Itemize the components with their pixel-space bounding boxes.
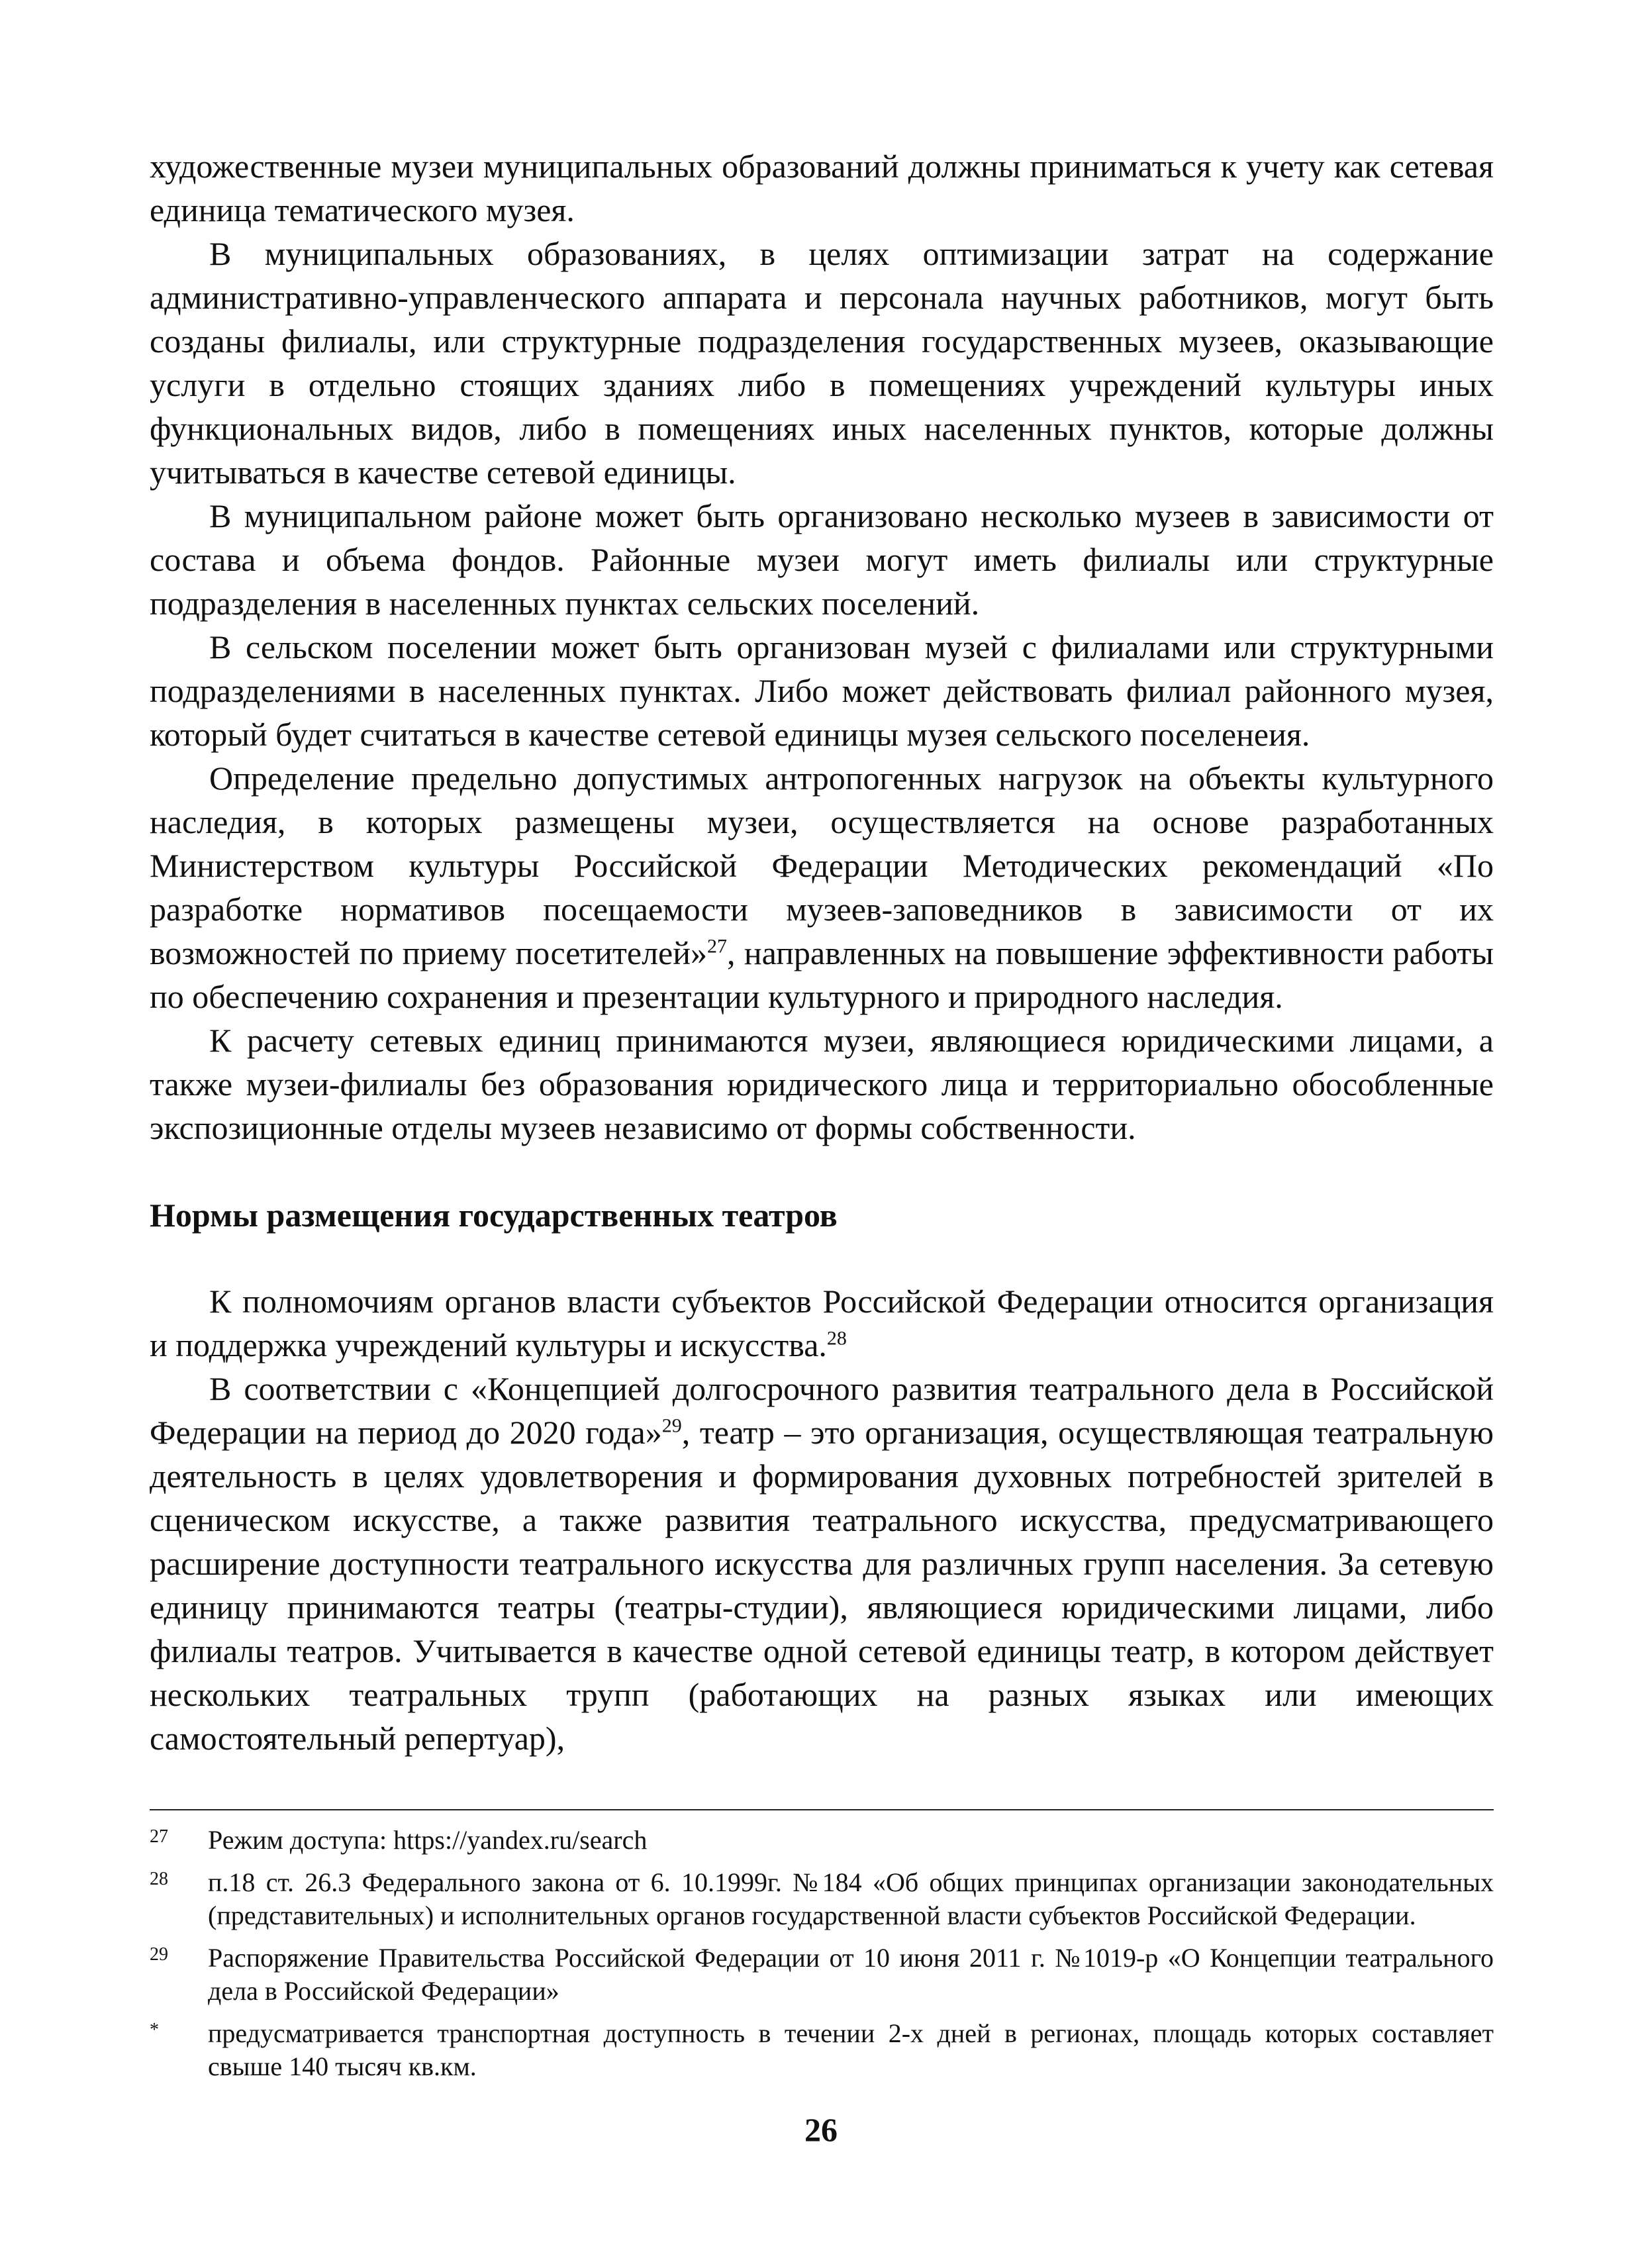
footnote-29 [150, 1942, 1494, 2008]
footnote-ref-27[interactable]: 27 [707, 935, 727, 958]
footnote-number: 28 [150, 1869, 168, 1889]
paragraph-4: В сельском поселении может быть организован музей с филиалами или структурными подразделениями в населенных пунктах. Либо может действовать филиал районного музея, который будет считаться в качестве сетевой единицы музея сельского поселенеия. [150, 628, 1494, 753]
paragraph-8 [150, 1367, 1494, 1760]
paragraph-6: К расчету сетевых единиц принимаются музеи, являющиеся юридическими лицами, а также музеи-филиалы без образования юридического лица и территориально обособленные экспозиционные отделы музеев независимо от формы собственности. [150, 1022, 1494, 1146]
paragraph-5-text-a: Определение предельно допустимых антропогенных нагрузок на объекты культурного наследия, в которых размещены музеи, осуществляется на основе разработанных Министерством культуры Российской Федерации Методических рекомендаций «По разработке нормативов посещаемости музеев-заповедников в зависимости от их возможностей по приему посетителей» [150, 760, 1494, 971]
footnote-ref-28[interactable]: 28 [826, 1327, 847, 1350]
paragraph-7-text: К полномочиям органов власти субъектов Российской Федерации относится организация и поддержка учреждений культуры и искусства. [150, 1283, 1494, 1363]
footnote-28 [150, 1866, 1494, 1932]
paragraph-2: В муниципальных образованиях, в целях оптимизации затрат на содержание административно-управленческого аппарата и персонала научных работников, могут быть созданы филиалы, или структурные подразделения государственных музеев, оказывающие услуги в отдельно стоящих зданиях либо в помещениях учреждений культуры иных функциональных видов, либо в помещениях иных населенных пунктов, которые должны учитываться в качестве сетевой единицы. [150, 235, 1494, 491]
paragraph-5 [150, 756, 1494, 1018]
paragraph-8-text-b: , театр – это организация, осуществляющая театральную деятельность в целях удовлетворения и формирования духовных потребностей зрителей в сценическом искусстве, а также развития театрального искусства, предусматривающего расширение доступности театрального искусства для различных групп населения. За сетевую единицу принимаются театры (театры-студии), являющиеся юридическими лицами, либо филиалы театров. Учитывается в качестве одной сетевой единицы театр, в котором действует нескольких театральных трупп (работающих на разных языках или имеющих самостоятельный репертуар), [150, 1414, 1494, 1757]
footnote-text: Распоряжение Правительства Российской Федерации от 10 июня 2011 г. №1019-р «О Концепции театрального дела в Российской Федерации» [208, 1943, 1494, 2006]
paragraph-1: художественные музеи муниципальных образований должны приниматься к учету как сетевая единица тематического музея. [150, 148, 1494, 228]
footnote-text: Режим доступа: https://yandex.ru/search [208, 1825, 648, 1855]
footnote-ref-29[interactable]: 29 [661, 1414, 682, 1437]
paragraph-3: В муниципальном районе может быть организовано несколько музеев в зависимости от состава и объема фондов. Районные музеи могут иметь филиалы или структурные подразделения в населенных пунктах сельских поселений. [150, 497, 1494, 622]
page-body [150, 144, 1494, 1760]
footnote-number: 27 [150, 1826, 168, 1847]
footnote-text: предусматривается транспортная доступность в течении 2-х дней в регионах, площадь которых составляет свыше 140 тысяч кв.км. [208, 2018, 1494, 2081]
page-number: 26 [804, 2111, 838, 2148]
footnotes [150, 1809, 1494, 2093]
paragraph-7 [150, 1279, 1494, 1367]
footnote-number: * [150, 2020, 159, 2040]
paragraph-5-text-b: , направленных на повышение эффективности работы по обеспечению сохранения и презентации культурного и природного наследия. [150, 934, 1494, 1015]
footnote-text: п.18 ст. 26.3 Федерального закона от 6. 10.1999г. №184 «Об общих принципах организации законодательных (представительных) и исполнительных органов государственной власти субъектов Российской Федерации. [208, 1867, 1494, 1930]
section-heading: Нормы размещения государственных театров [150, 1197, 838, 1234]
footnote-asterisk [150, 2017, 1494, 2083]
footnote-number: 29 [150, 1944, 168, 1965]
footnote-27 [150, 1824, 1494, 1857]
paragraph-8-text-a: В соответствии с «Концепцией долгосрочного развития театрального дела в Российской Федерации на период до 2020 года» [150, 1370, 1494, 1451]
